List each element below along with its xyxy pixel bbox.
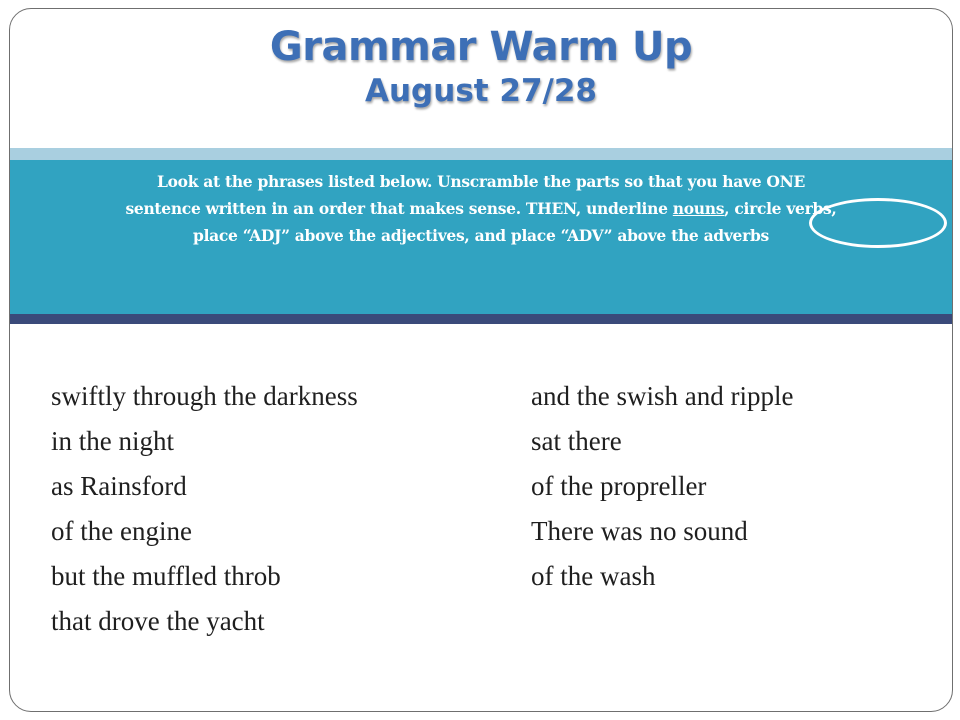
phrase-item: of the engine	[51, 516, 192, 546]
accent-band-light	[10, 148, 952, 160]
phrase-item: and the swish and ripple	[531, 381, 794, 411]
phrase-item: of the wash	[531, 561, 656, 591]
phrase-item: sat there	[531, 426, 622, 456]
instructions-line-2-end: , circle verbs,	[724, 199, 837, 218]
slide-title: Grammar Warm Up	[269, 24, 693, 70]
phrase-item: as Rainsford	[51, 471, 187, 501]
phrase-item: There was no sound	[531, 516, 748, 546]
instructions	[10, 168, 952, 249]
phrase-item: of the propreller	[531, 471, 707, 501]
accent-band-dark	[10, 314, 952, 324]
phrase-item: swiftly through the darkness	[51, 381, 358, 411]
instructions-line-2-start: sentence written in an order that makes sense. THEN, underline	[125, 199, 673, 218]
phrase-item: in the night	[51, 426, 174, 456]
phrase-item: that drove the yacht	[51, 606, 265, 636]
instructions-line-1: Look at the phrases listed below. Unscramble the parts so that you have ONE	[157, 172, 805, 191]
slide	[9, 8, 953, 712]
title-block	[10, 23, 952, 109]
phrase-list-left	[51, 374, 358, 644]
phrase-list-right	[531, 374, 793, 599]
instructions-nouns-underlined: nouns	[672, 199, 725, 218]
circle-verbs-annotation	[809, 198, 947, 248]
phrase-item: but the muffled throb	[51, 561, 281, 591]
instructions-line-3: place “ADJ” above the adjectives, and place “ADV” above the adverbs	[193, 226, 769, 245]
slide-subtitle: August 27/28	[365, 73, 597, 109]
